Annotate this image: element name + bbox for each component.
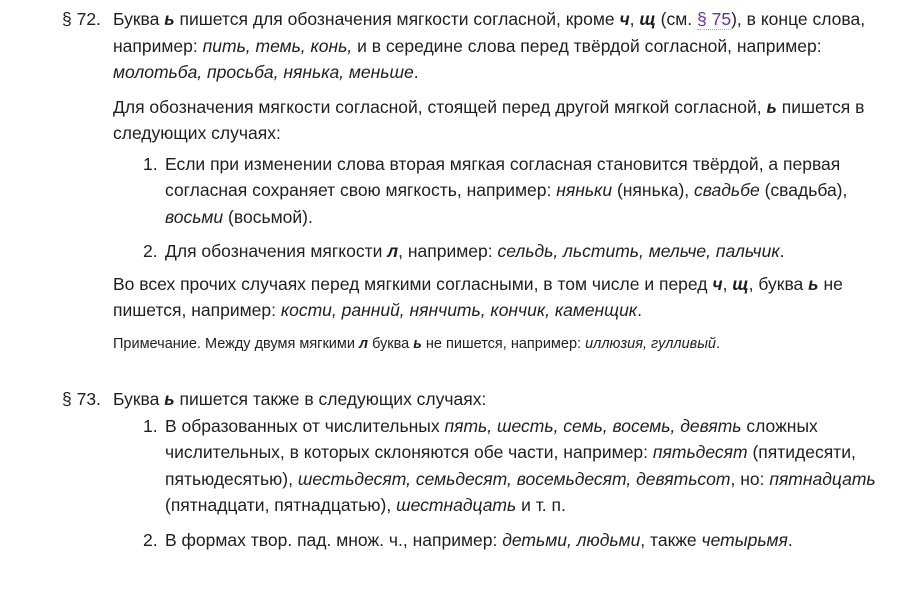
rule-list bbox=[113, 413, 902, 554]
letter-soft-sign: ь bbox=[164, 389, 175, 409]
list-item: 2. В формах твор. пад. множ. ч., например: детьми, людьми, также четырьмя. bbox=[113, 527, 902, 554]
list-item: 1. В образованных от числительных пять, шесть, семь, восемь, девять сложных числительных, в которых склоняются обе части, например: пятьдесят (пятидесяти, пятьюдесятью), шестьдесят, семьдесят, восемьдесят, девятьсот, но: пятнадцать (пятнадцати, пятнадцатью), шестнадцать и т. п. bbox=[113, 413, 902, 519]
section-body bbox=[113, 6, 902, 355]
list-number: 1. bbox=[143, 153, 158, 174]
paragraph: Во всех прочих случаях перед мягкими согласными, в том числе и перед ч, щ, буква ь не пишется, например: кости, ранний, нянчить, кончик, каменщик. bbox=[113, 273, 843, 320]
rule-list bbox=[113, 151, 902, 265]
example-words: кости, ранний, нянчить, кончик, каменщик bbox=[280, 300, 638, 320]
list-item: 2. Для обозначения мягкости л, например: сельдь, льстить, мельче, пальчик. bbox=[113, 238, 902, 265]
list-number: 2. bbox=[143, 241, 158, 261]
list-number: 2. bbox=[143, 529, 158, 550]
example-words: пить, темь, конь, bbox=[202, 35, 353, 56]
section-72 bbox=[62, 6, 902, 355]
paragraph: Для обозначения мягкости согласной, стоящей перед другой мягкой согласной, ь пишется в следующих случаях: bbox=[113, 96, 865, 143]
note: Примечание. Между двумя мягкими л буква ь не пишется, например: иллюзия, гулливый. bbox=[113, 335, 720, 352]
list-number: 1. bbox=[143, 415, 158, 436]
paragraph: Буква ь пишется для обозначения мягкости согласной, кроме ч, щ (см. § 75), в конце слова, например: пить, темь, конь, и в середине слова перед твёрдой согласной, например: молотьба, просьба, нянька, меньше. bbox=[113, 9, 866, 82]
section-body bbox=[113, 386, 902, 553]
section-number: § 72. bbox=[62, 9, 101, 29]
section-73 bbox=[62, 386, 902, 561]
section-75-link[interactable]: § 75 bbox=[697, 9, 732, 29]
paragraph: Буква ь пишется также в следующих случаях: bbox=[113, 389, 487, 409]
example-words: молотьба, просьба, нянька, меньше bbox=[113, 62, 414, 82]
letter-soft-sign: ь bbox=[766, 96, 777, 117]
letter-soft-sign: ь bbox=[164, 9, 175, 29]
letter-soft-sign: ь bbox=[808, 273, 819, 294]
section-number: § 73. bbox=[62, 389, 101, 409]
list-item: 1. Если при изменении слова вторая мягкая согласная становится твёрдой, а первая согласная сохраняет свою мягкость, например: няньки (нянька), свадьбе (свадьба), восьми (восьмой). bbox=[113, 151, 902, 231]
